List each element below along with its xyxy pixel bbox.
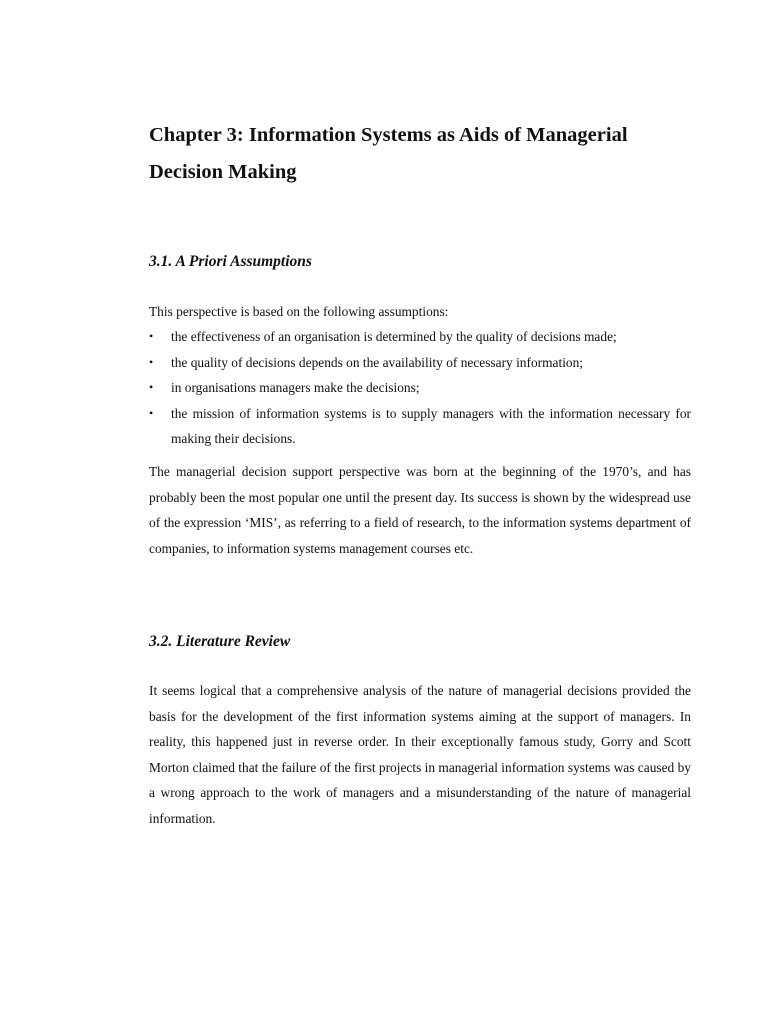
section-heading-3-2: 3.2. Literature Review — [149, 633, 291, 650]
list-item-text: the mission of information systems is to supply managers with the information necessary for making their decisions. — [171, 405, 691, 446]
list-item — [149, 401, 691, 452]
list-item-text: the quality of decisions depends on the availability of necessary information; — [171, 354, 584, 370]
literature-review-paragraph: It seems logical that a comprehensive analysis of the nature of managerial decisions provided the basis for the development of the first information systems aiming at the support of managers. In reality, this happened just in reverse order. In their exceptionally famous study, Gorry and Scott Morton claimed that the failure of the first projects in managerial information systems was caused by a wrong approach to the work of managers and a misunderstanding of the nature of managerial information. — [149, 683, 691, 826]
assumptions-list — [149, 324, 691, 452]
bullet-icon: • — [149, 380, 154, 394]
assumptions-intro: This perspective is based on the following assumptions: — [149, 304, 449, 319]
section-heading-3-1: 3.1. A Priori Assumptions — [149, 253, 312, 270]
list-item-text: the effectiveness of an organisation is determined by the quality of decisions made; — [171, 329, 617, 344]
bullet-icon: • — [149, 354, 154, 369]
bullet-icon: • — [149, 329, 154, 343]
list-item — [149, 350, 691, 376]
list-item — [149, 324, 691, 350]
bullet-icon: • — [149, 405, 154, 420]
list-item — [149, 375, 691, 401]
list-item-text: in organisations managers make the decisions; — [171, 380, 420, 395]
mdsp-paragraph: The managerial decision support perspective was born at the beginning of the 1970’s, and has probably been the most popular one until the present day. Its success is shown by the widespread use of the expression ‘MIS’, as referring to a field of research, to the information systems department of companies, to information systems management courses etc. — [149, 464, 691, 556]
chapter-title: Chapter 3: Information Systems as Aids of Managerial Decision Making — [149, 124, 628, 183]
